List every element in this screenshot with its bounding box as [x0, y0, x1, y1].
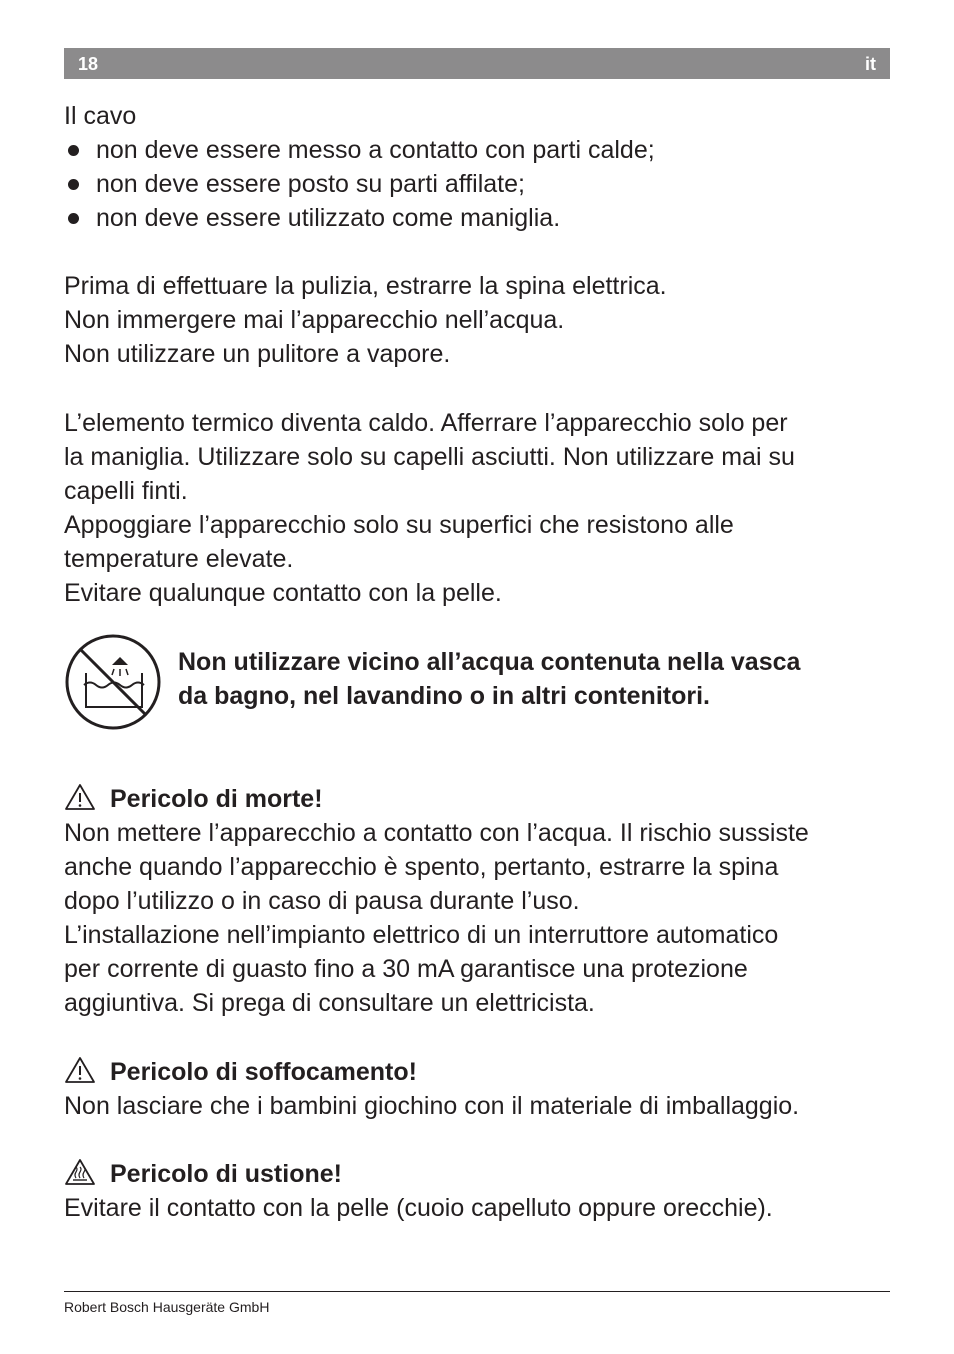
- hazard-title: Pericolo di ustione!: [110, 1160, 342, 1188]
- no-bath-water-icon: [64, 633, 162, 731]
- list-item-text: non deve essere posto su parti affilate;: [96, 170, 525, 198]
- water-warning-line: Non utilizzare vicino all’acqua contenuta nella vasca: [178, 648, 801, 676]
- bullet-icon: [68, 213, 79, 224]
- warning-triangle-icon: [64, 1056, 96, 1084]
- list-item: [64, 201, 655, 235]
- list-item: [64, 167, 655, 201]
- hazard-line: per corrente di guasto fino a 30 mA garantisce una protezione: [64, 955, 748, 983]
- heat-line: capelli finti.: [64, 477, 188, 505]
- cleaning-line: Prima di effettuare la pulizia, estrarre la spina elettrica.: [64, 272, 667, 300]
- cable-intro: Il cavo: [64, 102, 137, 130]
- hazard-heading-suffocation: [64, 1055, 417, 1089]
- hazard-heading-burn: [64, 1157, 342, 1191]
- hazard-line: Non lasciare che i bambini giochino con il materiale di imballaggio.: [64, 1092, 800, 1120]
- water-warning-line: da bagno, nel lavandino o in altri contenitori.: [178, 682, 710, 710]
- hazard-line: dopo l’utilizzo o in caso di pausa durante l’uso.: [64, 887, 580, 915]
- list-item-text: non deve essere messo a contatto con parti calde;: [96, 136, 655, 164]
- hazard-line: aggiuntiva. Si prega di consultare un elettricista.: [64, 989, 595, 1017]
- list-item: [64, 133, 655, 167]
- warning-triangle-icon: [64, 783, 96, 811]
- bullet-icon: [68, 179, 79, 190]
- cable-bullet-list: [64, 133, 655, 235]
- hazard-line: Non mettere l’apparecchio a contatto con l’acqua. Il rischio sussiste: [64, 819, 809, 847]
- list-item-text: non deve essere utilizzato come maniglia.: [96, 204, 561, 232]
- hazard-line: L’installazione nell’impianto elettrico di un interruttore automatico: [64, 921, 779, 949]
- cleaning-line: Non immergere mai l’apparecchio nell’acqua.: [64, 306, 565, 334]
- heat-line: temperature elevate.: [64, 545, 294, 573]
- page-number: 18: [78, 54, 99, 74]
- cleaning-line: Non utilizzare un pulitore a vapore.: [64, 340, 451, 368]
- hazard-heading-death: [64, 782, 323, 816]
- hazard-line: Evitare il contatto con la pelle (cuoio capelluto oppure orecchie).: [64, 1194, 773, 1222]
- heat-line: L’elemento termico diventa caldo. Afferrare l’apparecchio solo per: [64, 409, 788, 437]
- heat-line: Appoggiare l’apparecchio solo su superfici che resistono alle: [64, 511, 734, 539]
- hot-surface-warning-icon: [64, 1158, 96, 1186]
- bullet-icon: [68, 145, 79, 156]
- hazard-title: Pericolo di morte!: [110, 785, 323, 813]
- hazard-title: Pericolo di soffocamento!: [110, 1058, 417, 1086]
- footer-company: Robert Bosch Hausgeräte GmbH: [64, 1299, 270, 1315]
- footer-divider: [64, 1291, 890, 1292]
- heat-line: Evitare qualunque contatto con la pelle.: [64, 579, 502, 607]
- hazard-line: anche quando l’apparecchio è spento, pertanto, estrarre la spina: [64, 853, 779, 881]
- water-warning-text: [178, 645, 800, 713]
- heat-line: la maniglia. Utilizzare solo su capelli asciutti. Non utilizzare mai su: [64, 443, 795, 471]
- page-header-bar: [64, 48, 890, 79]
- language-code: it: [865, 54, 876, 74]
